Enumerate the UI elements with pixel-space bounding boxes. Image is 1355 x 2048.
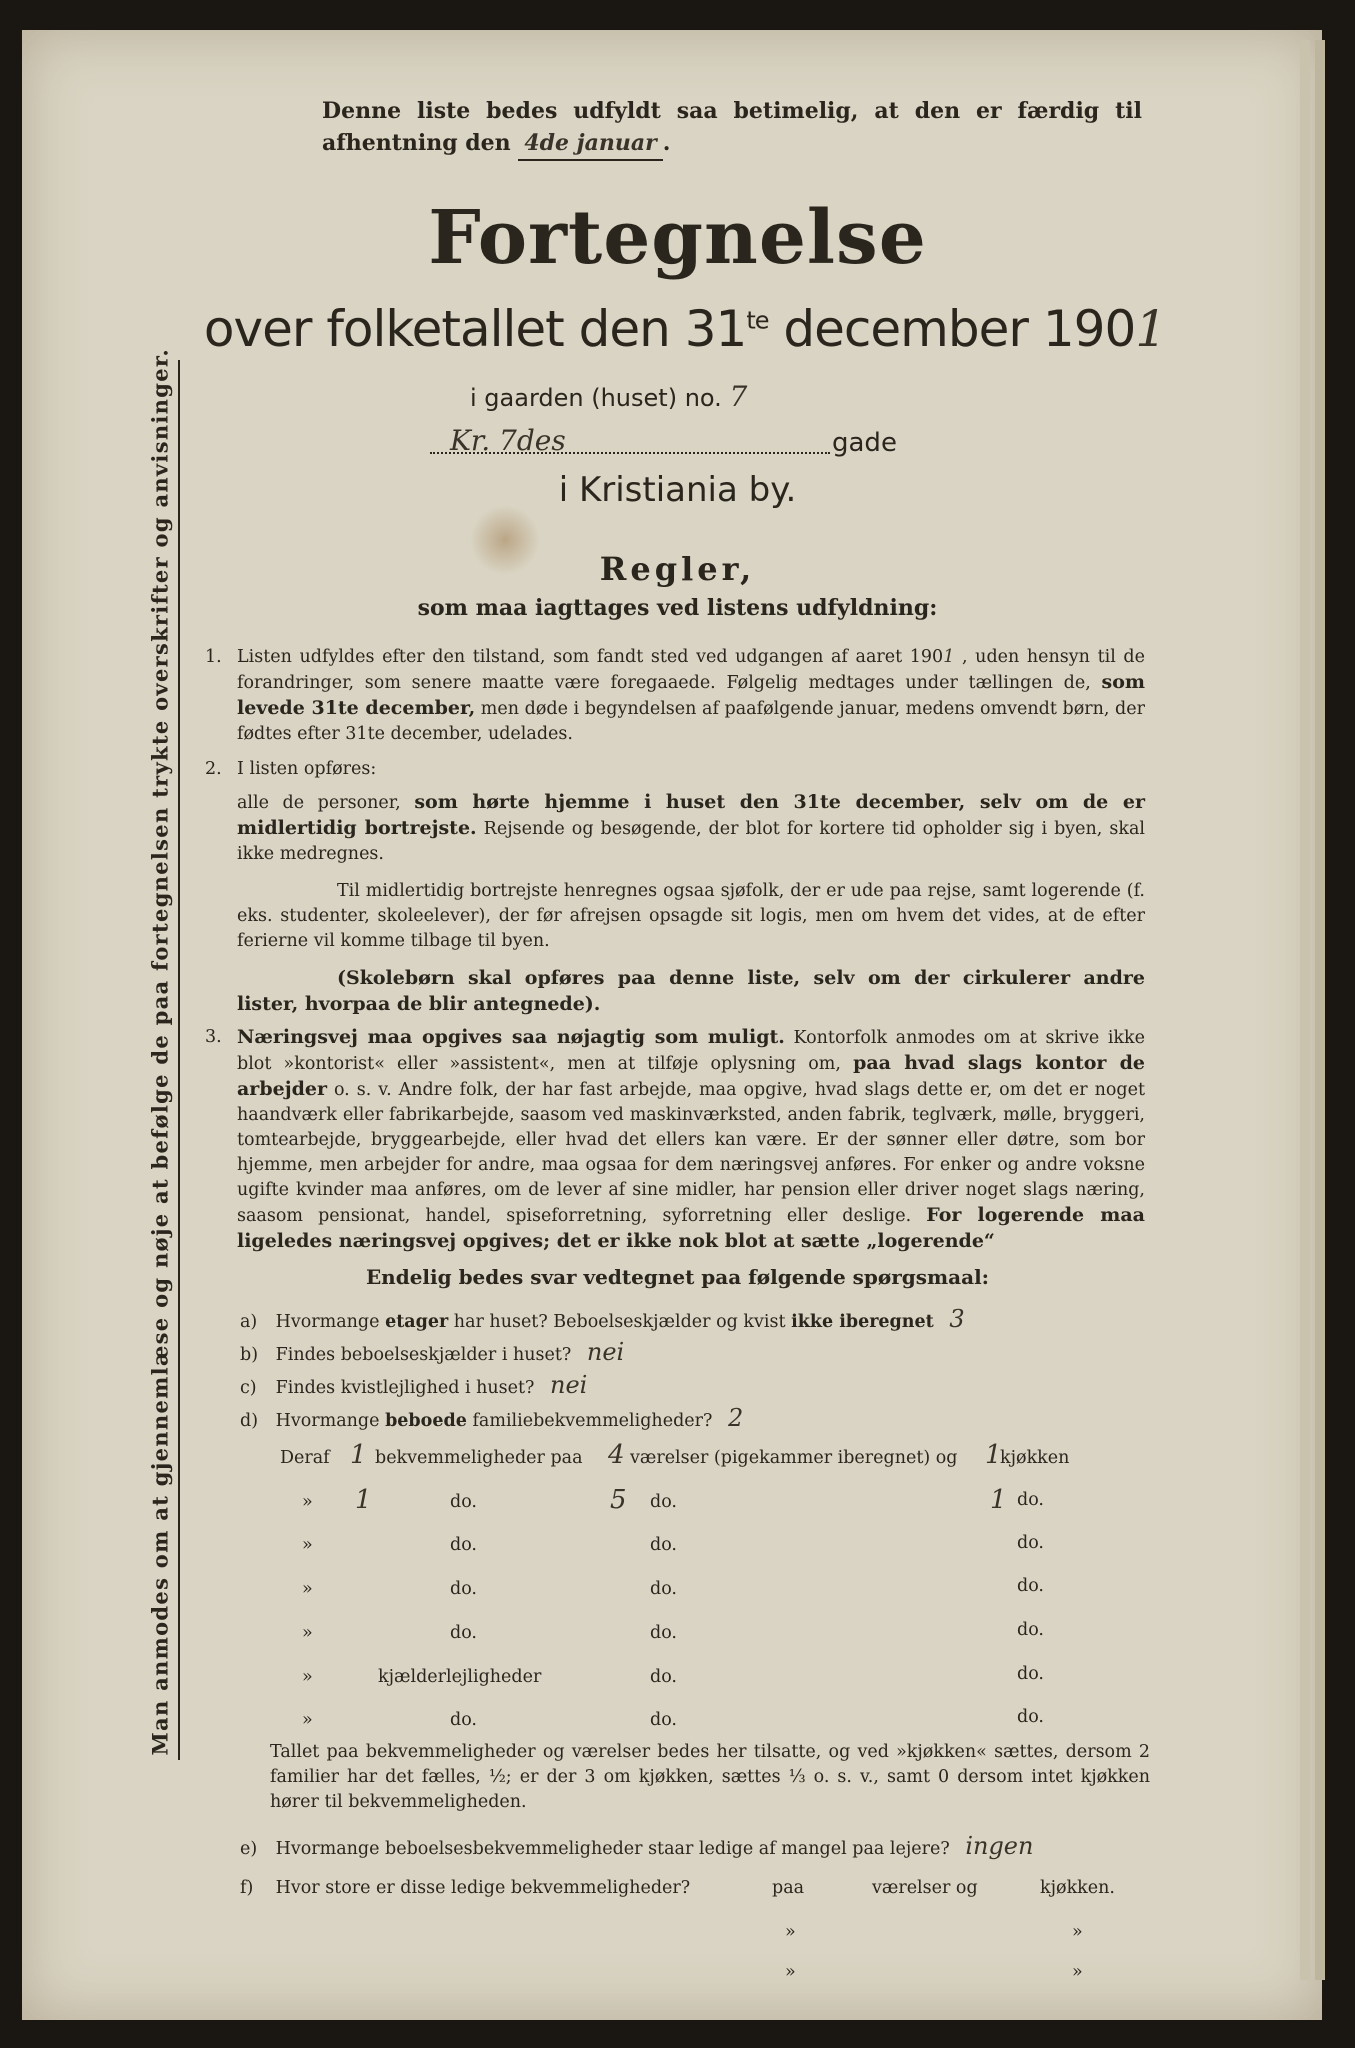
question-bold: beboede (385, 1411, 467, 1431)
question-letter: d) (240, 1411, 259, 1431)
city: i Kristiania by. (558, 470, 797, 510)
street-field (430, 424, 830, 457)
question-b (240, 1338, 624, 1366)
question-text: Findes beboelseskjælder i huset? (275, 1345, 572, 1365)
table-cell: do. (450, 1492, 477, 1512)
subtitle-sup: te (746, 306, 769, 335)
table-cell: do. (650, 1623, 677, 1643)
rules-title: Regler, (599, 550, 756, 588)
table-mark: » (302, 1579, 313, 1599)
table-cell: do. (650, 1579, 677, 1599)
street-name: Kr. 7des (450, 424, 566, 457)
table-deraf: Deraf (280, 1448, 330, 1468)
page-subtitle (185, 300, 1185, 358)
page-edge (1315, 40, 1325, 1980)
table-cell: do. (1017, 1490, 1044, 1510)
year-digit: 1 (1135, 300, 1167, 358)
table-cell: 4 (608, 1440, 625, 1470)
table-cell: do. (650, 1492, 677, 1512)
table-cell: 1 (350, 1440, 367, 1470)
rule-paragraph: Til midlertidig bortrejste henregnes ogsaa sjøfolk, der er ude paa rejse, samt logerende (f. eks. studenter, skoleelever), der før afrejsen opsagde sit logis, men om hvem det vides, at de efter ferierne vil komme tilbage til byen. (237, 881, 1145, 951)
question-text: Hvor store er disse ledige bekvemmeligheder? (275, 1878, 691, 1898)
street-suffix: gade (832, 428, 897, 458)
rule-bold-text: som hørte hjemme i huset den 31te december, selv om de er midlertidig bortrejste. (237, 791, 1145, 839)
table-mark: » (785, 1922, 796, 1942)
table-cell: do. (450, 1623, 477, 1643)
table-mark: » (302, 1710, 313, 1730)
table-cell: do. (650, 1535, 677, 1555)
question-d (240, 1404, 743, 1432)
table-cell: do. (450, 1535, 477, 1555)
answer: nei (586, 1338, 625, 1366)
subtitle-pre: over folketallet den 31 (203, 300, 747, 358)
table-mark: » (302, 1623, 313, 1643)
rule-bold-text: Næringsvej maa opgives saa nøjagtig som muligt. (237, 1026, 785, 1048)
house-number: 7 (729, 380, 748, 413)
question-letter: a) (240, 1312, 258, 1332)
table-mark: » (302, 1667, 313, 1687)
question-letter: e) (240, 1839, 258, 1859)
rule-number: 1. (205, 647, 222, 667)
question-f-vaerelser: værelser og (872, 1878, 978, 1898)
sidebar-text: Man anmodes om at gjennemlæse og nøje at befølge de paa fortegnelsen trykte overskrifter og anvisninger. (147, 347, 173, 1755)
rule-text: men døde i begyndelsen af paafølgende januar, medens omvendt børn, der fødtes efter 31te december, udelades. (237, 699, 1145, 744)
question-f (240, 1878, 690, 1898)
rule-text: alle de personer, (237, 793, 401, 813)
table-cell: 5 (610, 1485, 627, 1515)
rule-text: Rejsende og besøgende, der blot for kortere tid opholder sig i byen, skal ikke medregnes. (237, 819, 1145, 864)
table-header-vaer: værelser (pigekammer iberegnet) og (630, 1448, 958, 1468)
table-cell: do. (650, 1710, 677, 1730)
question-text: har huset? Beboelseskjælder og kvist (453, 1312, 786, 1332)
rule-year: 1 (943, 647, 955, 667)
question-f-kjokken: kjøkken. (1040, 1878, 1115, 1898)
rule-number: 3. (205, 1027, 222, 1047)
rule-text: Listen udfyldes efter den tilstand, som fandt sted ved udgangen af aaret 190 (237, 647, 944, 667)
question-c (240, 1371, 587, 1399)
pickup-date: 4de januar (518, 127, 662, 161)
table-mark: » (1072, 1962, 1083, 1982)
notice: Denne liste bedes udfyldt saa betimelig, at den er færdig til afhentning den 4de januar . (322, 95, 1142, 161)
table-cell: do. (1017, 1620, 1044, 1640)
address-label: i gaarden (huset) no. (470, 384, 722, 412)
table-mark: » (302, 1535, 313, 1555)
rule-bold-text: For logerende maa ligeledes næringsvej opgives; det er ikke nok blot at sætte „logerende“ (237, 1204, 1145, 1252)
table-cell: do. (650, 1667, 677, 1687)
table-cell: 1 (355, 1485, 372, 1515)
table-cell: do. (450, 1710, 477, 1730)
table-cell: kjælderlejligheder (378, 1667, 542, 1687)
rules-subtitle: som maa iagttages ved listens udfyldning: (417, 595, 938, 621)
table-cell: 1 (985, 1440, 1002, 1470)
page-edge (1300, 40, 1310, 1980)
questions-intro: Endelig bedes svar vedtegnet paa følgende spørgsmaal: (365, 1265, 990, 1289)
question-text: familiebekvemmeligheder? (472, 1411, 713, 1431)
rule-text: , uden hensyn til de forandringer, som senere maatte være foregaaede. Følgelig medtages under tællingen de, (237, 647, 1145, 693)
rule-bold-text: (Skolebørn skal opføres paa denne liste, selv om der cirkulerer andre lister, hvorpaa de blir antegnede). (237, 967, 1145, 1015)
rule-text: Kontorfolk anmodes om at skrive ikke blot »kontorist« eller »assistent«, men at tilføje oplysning om, (237, 1028, 1145, 1074)
table-mark: » (1072, 1922, 1083, 1942)
question-bold: ikke iberegnet (791, 1312, 934, 1332)
footnote: Tallet paa bekvemmeligheder og værelser bedes her tilsatte, og ved »kjøkken« sættes, dersom 2 familier har det fælles, ½; er der 3 om kjøkken, sættes ⅓ o. s. v., samt 0 dersom intet kjøkken hører til bekvemmeligheden. (270, 1742, 1150, 1812)
table-cell: do. (1017, 1664, 1044, 1684)
question-a (240, 1305, 965, 1333)
rule-bold-text: som levede 31te december, (237, 671, 1145, 719)
question-text: Hvormange (275, 1411, 380, 1431)
question-letter: f) (240, 1878, 254, 1898)
notice-text: Denne liste bedes udfyldt saa betimelig, at den er færdig til afhentning den (322, 98, 1142, 156)
rule-number: 2. (205, 759, 222, 779)
question-text: Hvormange (275, 1312, 380, 1332)
question-text: Findes kvistlejlighed i huset? (275, 1378, 535, 1398)
table-header-kj: kjøkken (1000, 1448, 1070, 1468)
table-mark: » (302, 1492, 313, 1512)
rule-bold-text: paa hvad slags kontor de arbejder (237, 1052, 1145, 1100)
question-e (240, 1832, 1033, 1860)
answer: nei (550, 1371, 588, 1399)
rule-text: o. s. v. Andre folk, der har fast arbejde, maa opgive, hvad slags dette er, om det er noget haandværk eller fabrikarbejde, saasom ved maskinværksted, anden fabrik, teglværk, mølle, bryggeri, tomtearbejde, bryggearbejde, eller hvad det ellers kan være. Er der sønner eller døtre, som bor hjemme, men arbejder for andre, maa ogsaa for dem næringsvej anføres. For enker og andre voksne ugifte kvinder maa anføres, om de lever af sine midler, har pension eller driver noget slags næring, saasom pensionat, handel, spiseforretning, syforretning eller deslige. (237, 1080, 1145, 1226)
answer: ingen (965, 1832, 1034, 1860)
question-letter: b) (240, 1345, 259, 1365)
rule-intro: I listen opføres: (237, 759, 377, 779)
question-bold: etager (385, 1312, 449, 1332)
rule-2 (205, 757, 1145, 1018)
question-text: Hvormange beboelsesbekvemmeligheder staar ledige af mangel paa lejere? (275, 1839, 950, 1859)
answer: 2 (727, 1404, 744, 1432)
question-f-paa: paa (772, 1878, 805, 1898)
table-cell: do. (1017, 1533, 1044, 1553)
rule-1 (205, 645, 1145, 747)
table-mark: » (785, 1962, 796, 1982)
page-title: Fortegnelse (428, 195, 927, 281)
subtitle-post: december 190 (768, 300, 1136, 358)
table-cell: 1 (990, 1485, 1007, 1515)
rule-3 (205, 1025, 1145, 1255)
answer: 3 (949, 1305, 965, 1333)
table-cell: do. (1017, 1707, 1044, 1727)
table-header-bekv: bekvemmeligheder paa (375, 1448, 583, 1468)
table-cell: do. (450, 1579, 477, 1599)
table-cell: do. (1017, 1576, 1044, 1596)
question-letter: c) (240, 1378, 257, 1398)
address-line (470, 380, 747, 413)
